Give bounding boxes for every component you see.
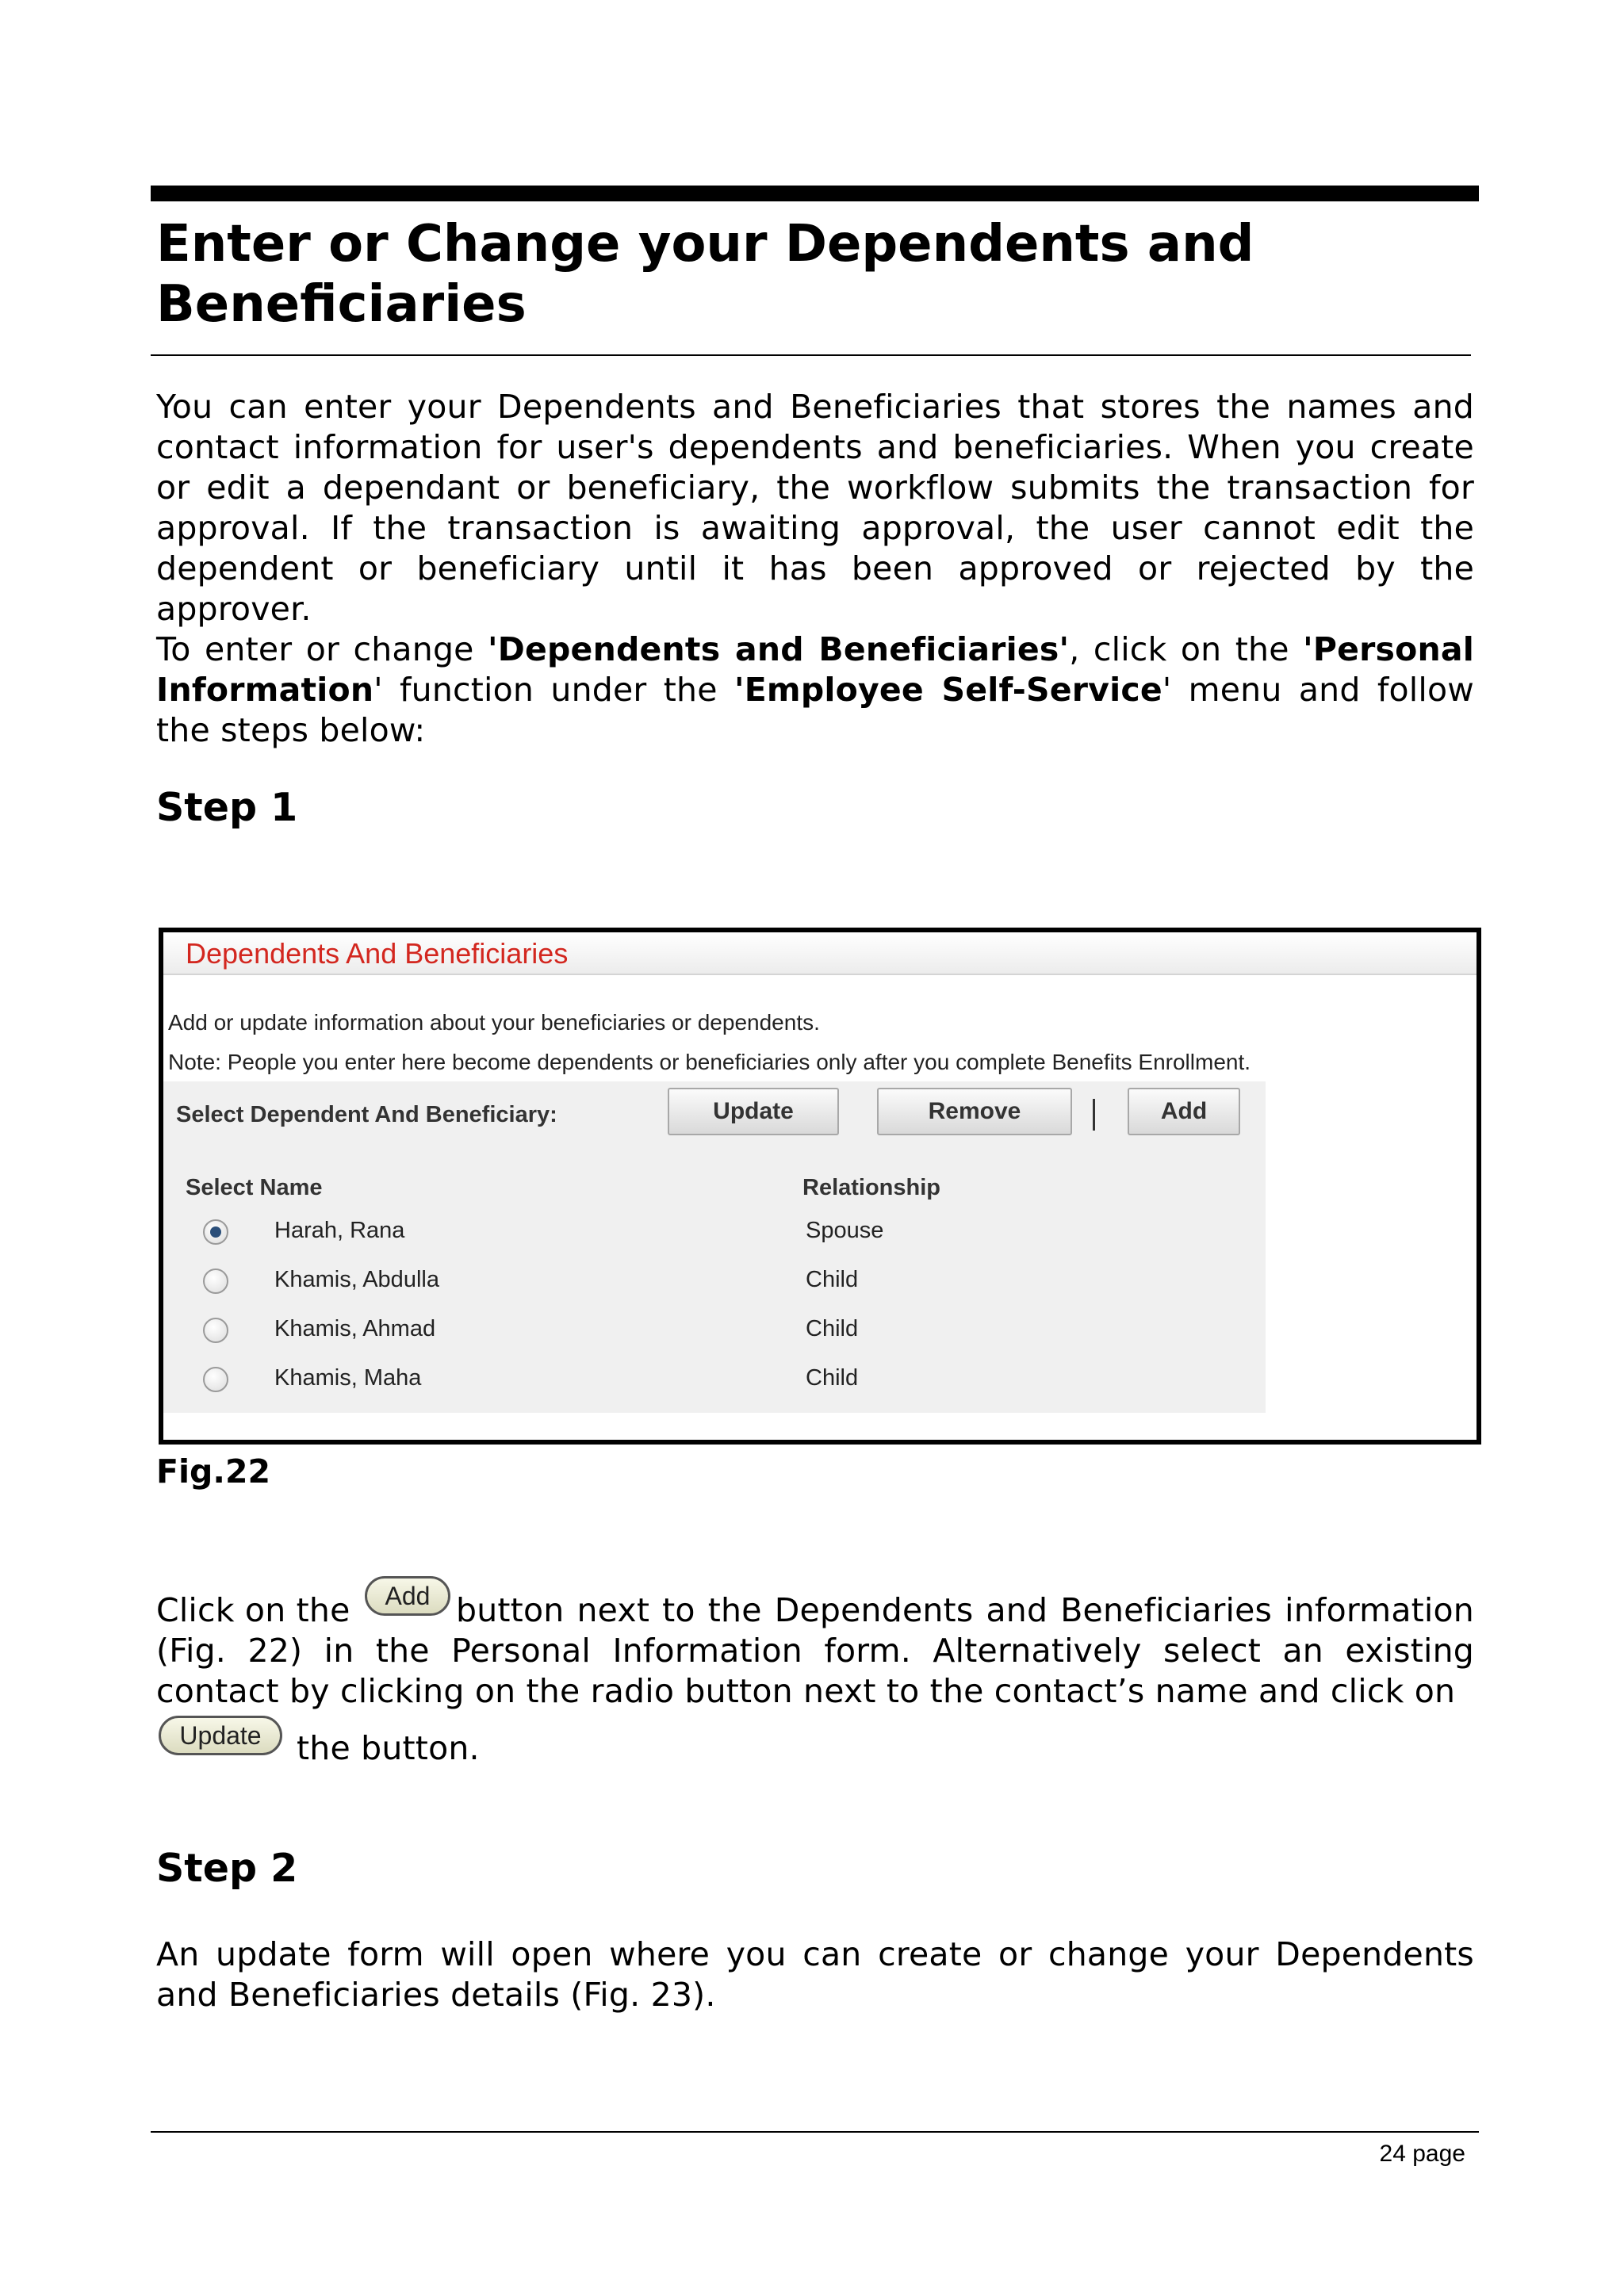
- title-divider: [151, 354, 1471, 356]
- row-radio-button[interactable]: [203, 1219, 228, 1245]
- column-header-relationship: Relationship: [802, 1175, 941, 1200]
- row-relationship: Spouse: [806, 1218, 884, 1243]
- page-number: 24 page: [1379, 2141, 1465, 2167]
- row-relationship: Child: [806, 1316, 859, 1341]
- intro-text-3: ' function under the: [373, 671, 734, 709]
- update-button[interactable]: Update: [668, 1088, 839, 1135]
- row-radio-button[interactable]: [203, 1318, 228, 1343]
- figure-info-text: Add or update information about your beneficiaries or dependents.: [168, 1010, 820, 1035]
- table-row: [163, 1215, 1266, 1254]
- intro-text-1: To enter or change: [156, 630, 488, 668]
- intro-ess-term: 'Employee Self-Service: [733, 671, 1162, 709]
- add-button[interactable]: Add: [1128, 1088, 1240, 1135]
- figure-header-title: Dependents And Beneficiaries: [186, 937, 569, 970]
- table-row: [163, 1362, 1266, 1402]
- row-name: Harah, Rana: [274, 1218, 405, 1243]
- row-radio-button[interactable]: [203, 1269, 228, 1294]
- table-row: [163, 1313, 1266, 1353]
- inline-update-button: Update: [159, 1716, 282, 1755]
- page-title: Enter or Change your Dependents and Beneficiaries: [156, 215, 1254, 334]
- figure-header: [163, 932, 1477, 975]
- step-2-heading: Step 2: [156, 1846, 298, 1891]
- row-name: Khamis, Ahmad: [274, 1316, 436, 1341]
- footer-divider: [151, 2131, 1479, 2133]
- step-2-text: An update form will open where you can create or change your Dependents and Beneficiaries details (Fig. 23).: [156, 1935, 1474, 2014]
- remove-button[interactable]: Remove: [877, 1088, 1072, 1135]
- step-1-text-lead: Click on the: [156, 1591, 350, 1629]
- intro-personal-info-term: 'Personal Information: [156, 630, 1474, 709]
- table-row: [163, 1264, 1266, 1303]
- row-relationship: Child: [806, 1267, 859, 1292]
- intro-instructions: [156, 629, 1474, 751]
- row-name: Khamis, Abdulla: [274, 1267, 439, 1292]
- intro-text-4: ' menu and follow the steps below:: [156, 671, 1474, 749]
- row-name: Khamis, Maha: [274, 1365, 422, 1391]
- row-relationship: Child: [806, 1365, 859, 1391]
- select-dependent-label: Select Dependent And Beneficiary:: [176, 1102, 557, 1127]
- step-1-heading: Step 1: [156, 785, 298, 830]
- row-radio-button[interactable]: [203, 1367, 228, 1392]
- step-1-text-tail: the button.: [297, 1729, 480, 1767]
- intro-dependents-term: 'Dependents and Beneficiaries': [488, 630, 1070, 668]
- intro-paragraph: You can enter your Dependents and Beneficiaries that stores the names and contact information for user's dependents and beneficiaries. When you create or edit a dependant or beneficiary, the workflow submits the transaction for approval. If the transaction is awaiting approval, the user cannot edit the dependent or beneficiary until it has been approved or rejected by the approver.: [156, 388, 1474, 628]
- button-separator: [1093, 1099, 1095, 1131]
- figure-note-text: Note: People you enter here become dependents or beneficiaries only after you complete Benefits Enrollment.: [168, 1050, 1251, 1074]
- inline-add-button: Add: [365, 1576, 450, 1616]
- figure-caption: Fig.22: [156, 1452, 271, 1490]
- step-1-text-body: button next to the Dependents and Beneficiaries information (Fig. 22) in the Personal Information form. Alternatively select an existing contact by clicking on the radio button next to the contact’s name and click on: [156, 1591, 1474, 1710]
- figure-dependents-screenshot: [159, 928, 1481, 1445]
- top-rule: [151, 186, 1479, 201]
- column-header-select-name: Select Name: [186, 1175, 323, 1200]
- intro-text-2: , click on the: [1069, 630, 1304, 668]
